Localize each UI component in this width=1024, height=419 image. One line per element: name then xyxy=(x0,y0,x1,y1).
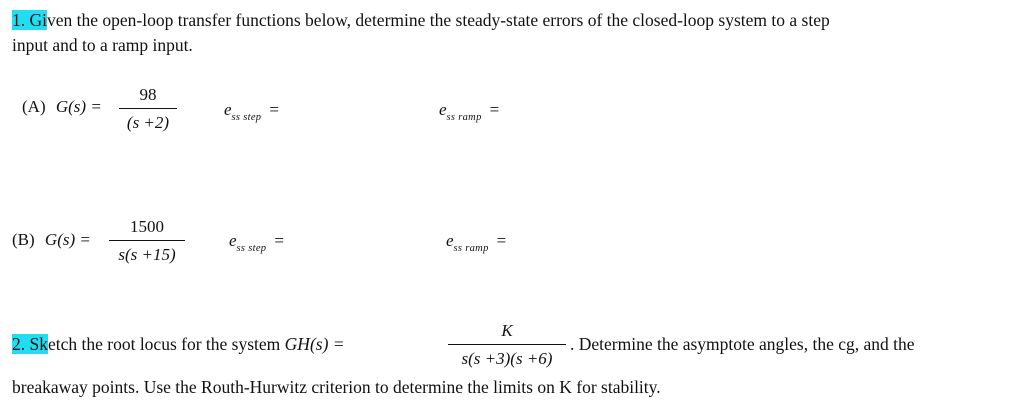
partA-denominator: (s +2) xyxy=(126,113,170,132)
q1-text-line1: ven the open-loop transfer functions below, determine the steady-state errors of the closed-loop system to a step xyxy=(47,10,830,30)
partA-ess-ramp xyxy=(439,100,500,123)
q2-lhs: GH(s) = xyxy=(284,334,345,354)
q2-number-highlight: 2. Sk xyxy=(12,334,48,354)
q1-line1 xyxy=(12,8,830,33)
q2-fraction-bar xyxy=(448,344,566,345)
partA-fraction xyxy=(119,85,177,133)
partB-numerator: 1500 xyxy=(130,217,164,236)
partB-ess-ramp-symbol: e xyxy=(446,231,454,250)
partA-ess-step xyxy=(224,100,279,123)
partB-ess-step-equals: = xyxy=(274,231,284,250)
partB-fraction xyxy=(109,217,185,265)
partB-label-eq xyxy=(12,230,91,250)
partB-ess-step-symbol: e xyxy=(229,231,237,250)
partB-ess-step-sub: ss step xyxy=(236,243,267,254)
q2-denominator: s(s +3)(s +6) xyxy=(461,349,553,368)
partA-label: (A) xyxy=(22,97,46,116)
partA-ess-step-equals: = xyxy=(269,100,279,119)
partB-lhs: G(s) = xyxy=(44,230,91,249)
partA-label-eq xyxy=(22,97,102,117)
partA-fraction-bar xyxy=(119,108,177,109)
partA-ess-step-symbol: e xyxy=(224,100,232,119)
q2-numerator: K xyxy=(501,321,513,340)
partA-ess-step-sub: ss step xyxy=(231,112,262,123)
partA-numerator: 98 xyxy=(139,85,157,104)
partA-ess-ramp-sub: ss ramp xyxy=(446,112,482,123)
q2-text-before: etch the root locus for the system xyxy=(47,334,285,354)
partA-ess-ramp-equals: = xyxy=(489,100,500,119)
q1-line2: input and to a ramp input. xyxy=(12,35,193,55)
partB-ess-ramp xyxy=(446,231,507,254)
partA-lhs: G(s) = xyxy=(55,97,102,116)
partB-ess-ramp-sub: ss ramp xyxy=(453,243,489,254)
partB-fraction-bar xyxy=(109,240,185,241)
q2-line2: breakaway points. Use the Routh-Hurwitz criterion to determine the limits on K for stability. xyxy=(12,377,661,397)
partB-ess-ramp-equals: = xyxy=(496,231,507,250)
q2-text-after: . Determine the asymptote angles, the cg, and the xyxy=(570,334,915,354)
partA-ess-ramp-symbol: e xyxy=(439,100,447,119)
partB-denominator: s(s +15) xyxy=(118,245,176,264)
q2-fraction xyxy=(448,321,566,369)
q1-number-highlight: 1. Gi xyxy=(12,10,47,30)
partB-label: (B) xyxy=(12,230,35,249)
partB-ess-step xyxy=(229,231,284,254)
q2-line1 xyxy=(12,332,345,357)
